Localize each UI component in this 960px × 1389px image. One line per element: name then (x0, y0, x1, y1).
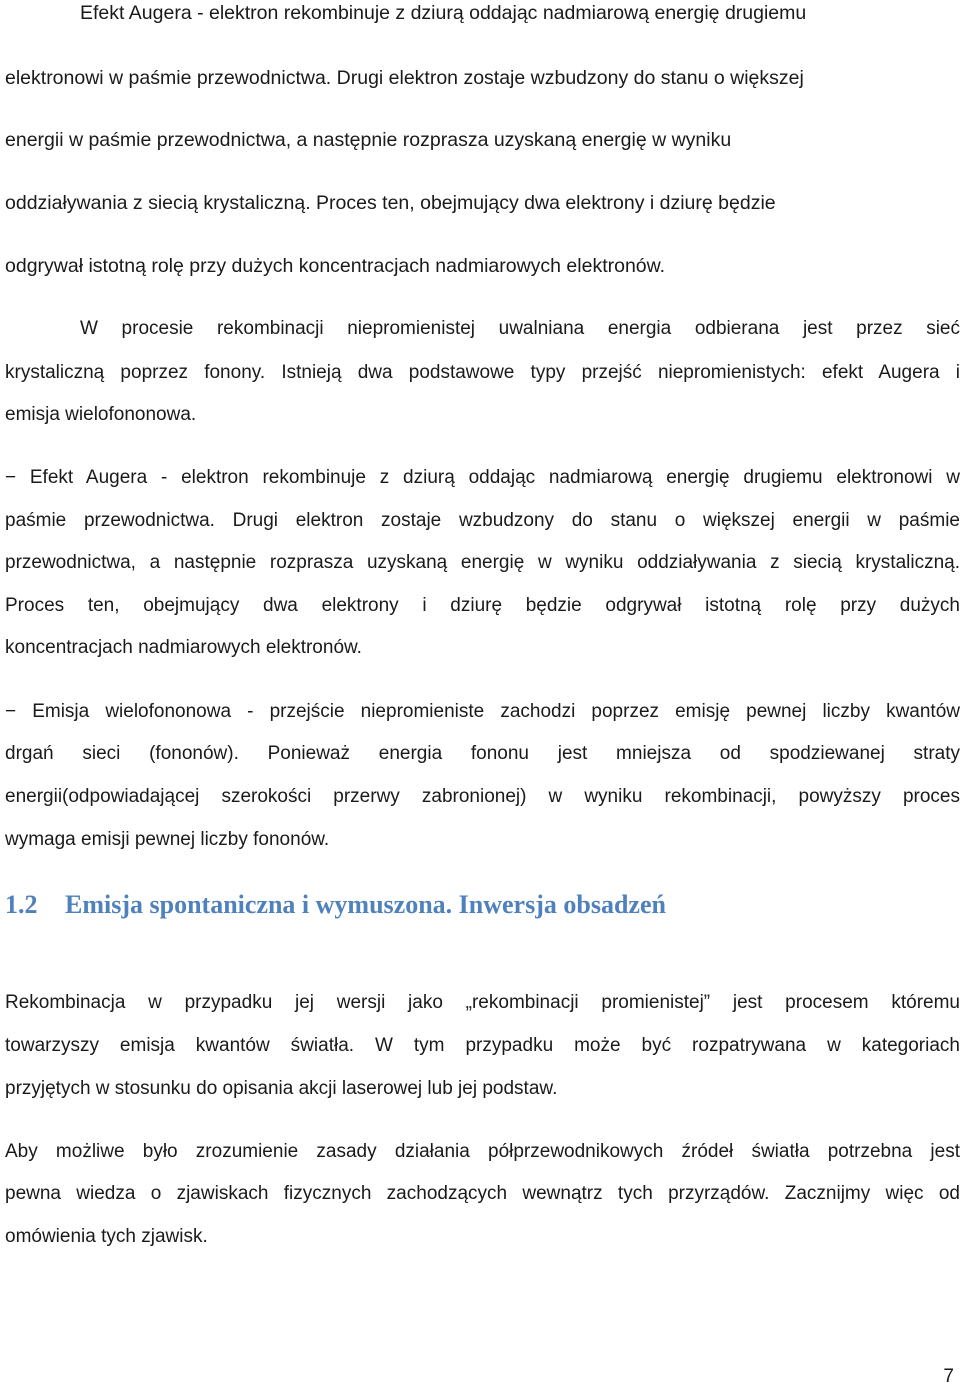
paragraph-line: pewna wiedza o zjawiskach fizycznych zachodzących wewnątrz tych przyrządów. Zacznijmy więc od (5, 1183, 960, 1204)
paragraph-line: krystaliczną poprzez fonony. Istnieją dwa podstawowe typy przejść niepromienistych: efekt Augera i (5, 362, 960, 383)
list-item-line: − Efekt Augera - elektron rekombinuje z dziurą oddając nadmiarową energię drugiemu elektronowi w (5, 467, 960, 488)
paragraph-line: Efekt Augera - elektron rekombinuje z dziurą oddając nadmiarową energię drugiemu (80, 2, 807, 24)
list-item-line: wymaga emisji pewnej liczby fononów. (5, 829, 330, 850)
paragraph-line: przyjętych w stosunku do opisania akcji laserowej lub jej podstaw. (5, 1078, 558, 1099)
paragraph-line: omówienia tych zjawisk. (5, 1226, 208, 1247)
section-heading (5, 889, 666, 921)
list-item-line: przewodnictwa, a następnie rozprasza uzyskaną energię w wyniku oddziaływania z siecią krystaliczną. (5, 552, 960, 573)
list-item-line: drgań sieci (fononów). Ponieważ energia fononu jest mniejsza od spodziewanej straty (5, 743, 960, 764)
paragraph-line: oddziaływania z siecią krystaliczną. Proces ten, obejmujący dwa elektrony i dziurę będzie (5, 192, 776, 214)
paragraph-line: odgrywał istotną rolę przy dużych koncentracjach nadmiarowych elektronów. (5, 255, 666, 277)
section-title: Emisja spontaniczna i wymuszona. Inwersja obsadzeń (65, 890, 666, 919)
list-item-line: Proces ten, obejmujący dwa elektrony i dziurę będzie odgrywał istotną rolę przy dużych (5, 595, 960, 616)
paragraph-line: W procesie rekombinacji niepromienistej uwalniana energia odbierana jest przez sieć (80, 318, 960, 339)
list-item-line: energii(odpowiadającej szerokości przerwy zabronionej) w wyniku rekombinacji, powyższy proces (5, 786, 960, 807)
page-number: 7 (943, 1366, 954, 1387)
paragraph-line: towarzyszy emisja kwantów światła. W tym przypadku może być rozpatrywana w kategoriach (5, 1035, 960, 1056)
paragraph-line: Rekombinacja w przypadku jej wersji jako „rekombinacji promienistej” jest procesem któremu (5, 992, 960, 1013)
list-item-line: koncentracjach nadmiarowych elektronów. (5, 637, 362, 658)
list-item-line: paśmie przewodnictwa. Drugi elektron zostaje wzbudzony do stanu o większej energii w paśmie (5, 510, 960, 531)
paragraph-line: elektronowi w paśmie przewodnictwa. Drugi elektron zostaje wzbudzony do stanu o większej (5, 67, 804, 89)
paragraph-line: Aby możliwe było zrozumienie zasady działania półprzewodnikowych źródeł światła potrzebna jest (5, 1141, 960, 1162)
list-item-line: − Emisja wielofononowa - przejście niepromieniste zachodzi poprzez emisję pewnej liczby kwantów (5, 701, 960, 722)
paragraph-line: emisja wielofononowa. (5, 404, 197, 425)
section-number: 1.2 (5, 890, 38, 919)
paragraph-line: energii w paśmie przewodnictwa, a następnie rozprasza uzyskaną energię w wyniku (5, 129, 732, 151)
